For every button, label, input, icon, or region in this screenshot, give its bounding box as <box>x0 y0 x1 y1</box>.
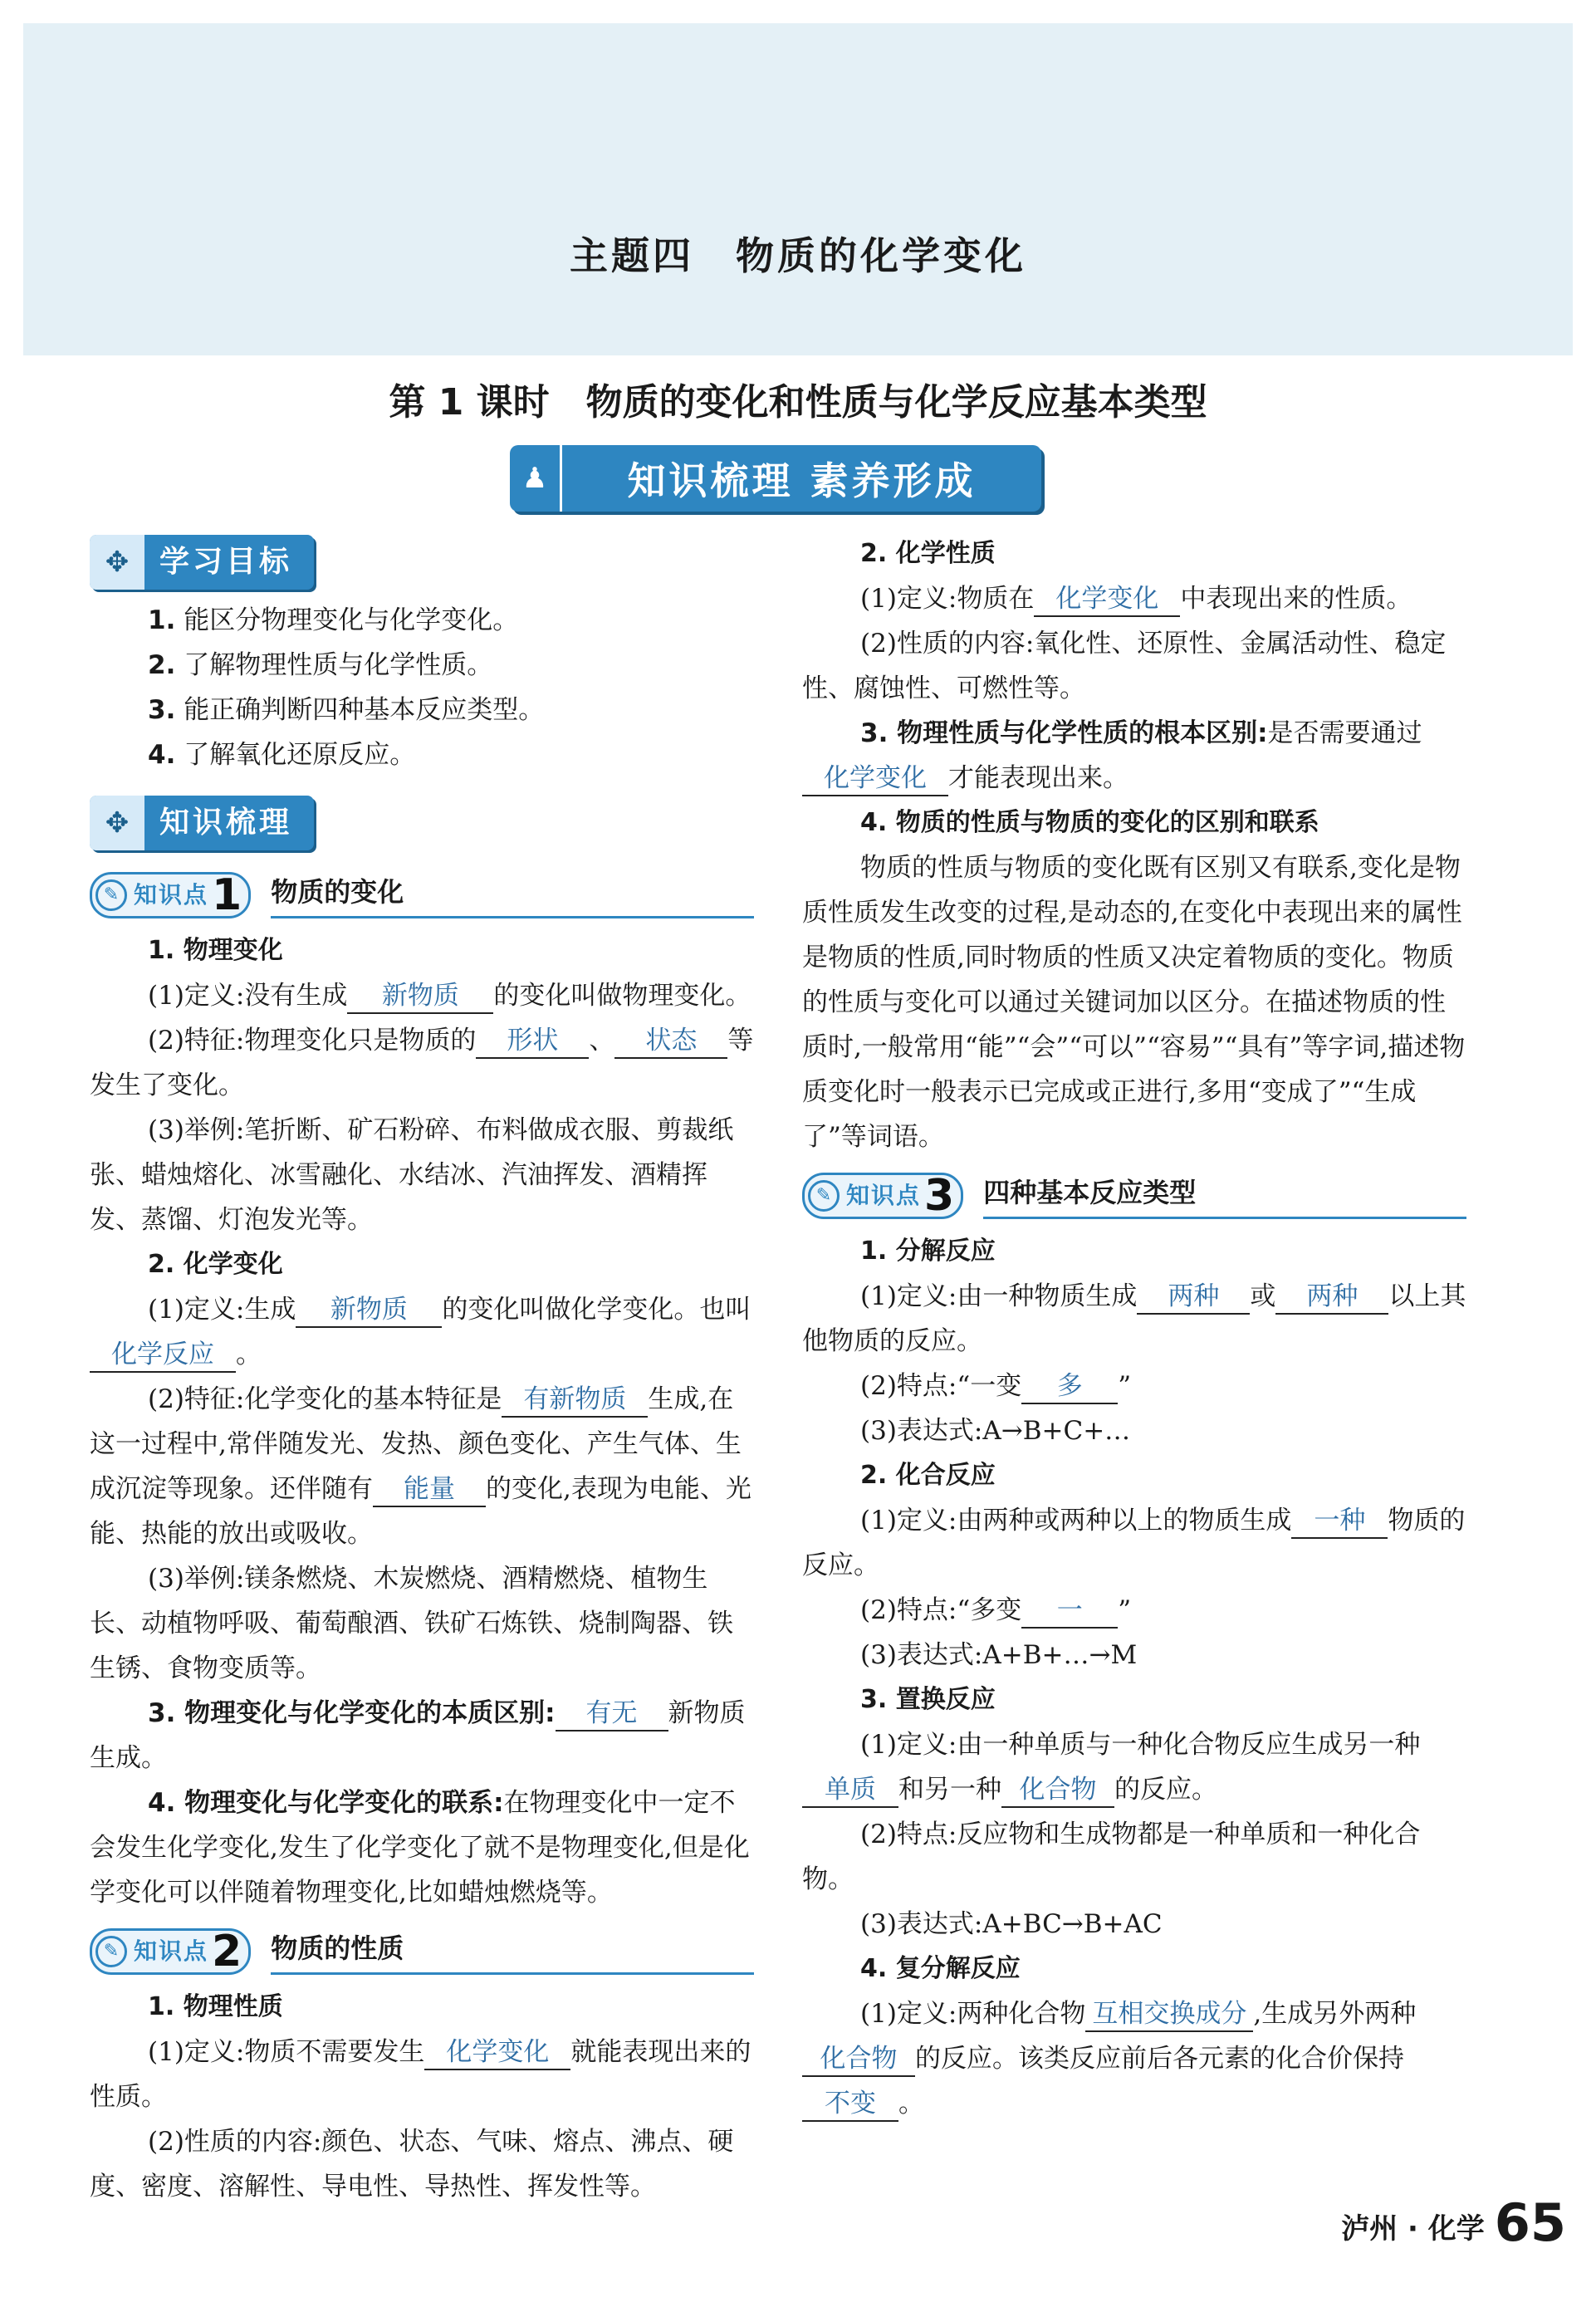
top-banner <box>23 23 1573 355</box>
arrows-icon: ✥ <box>90 535 144 590</box>
paragraph: 3. 物理性质与化学性质的根本区别:是否需要通过化学变化 才能表现出来。 <box>802 711 1466 801</box>
paragraph: (2)特点:“一变 多 ” <box>802 1364 1466 1408</box>
figure-icon: ♟ <box>510 445 562 512</box>
sub-heading: 2. 化学变化 <box>148 1250 283 1279</box>
paragraph: (2)特征:物理变化只是物质的 形状 、 状态 等发生了变化。 <box>90 1026 754 1100</box>
sub-heading: 2. 化合反应 <box>860 1461 996 1490</box>
answer-blank: 能量 <box>373 1472 486 1507</box>
kp-title: 物质的变化 <box>271 869 754 918</box>
answer-blank: 有新物质 <box>502 1383 648 1418</box>
sub-heading: 4. 物质的性质与物质的变化的区别和联系 <box>860 808 1319 837</box>
sub-heading: 3. 置换反应 <box>860 1685 996 1714</box>
paragraph: (2)特点:反应物和生成物都是一种单质和一种化合物。 <box>802 1820 1421 1894</box>
paragraph: (1)定义:由一种单质与一种化合物反应生成另一种单质 和另一种 化合物 的反应。 <box>802 1722 1466 1812</box>
sub-heading: 1. 物理变化 <box>148 936 283 965</box>
answer-blank: 化学变化 <box>1034 582 1180 617</box>
main-title: 主题四 物质的化学变化 <box>570 233 1026 278</box>
paragraph: 物质的性质与物质的变化既有区别又有联系,变化是物质性质发生改变的过程,是动态的,在变化中表现出来的属性是物质的性质,同时物质的性质又决定着物质的变化。物质的性质与变化可以通过关键词加以区分。在描述物质的性质时,一般常用“能”“会”“可以”“容易”“具有”等字词,描述物质变化时一般表示已完成或正进行,多用“变成了”“生成了”等词语。 <box>802 853 1466 1152</box>
paragraph: (3)举例:笔折断、矿石粉碎、布料做成衣服、剪裁纸张、蜡烛熔化、冰雪融化、水结冰、汽油挥发、酒精挥发、蒸馏、灯泡发光等。 <box>90 1115 734 1235</box>
goal-item: 1. 能区分物理变化与化学变化。 <box>148 605 519 635</box>
section-banner-label: 知识梳理 素养形成 <box>627 458 977 503</box>
paragraph: (1)定义:物质不需要发生 化学变化 就能表现出来的性质。 <box>90 2037 751 2112</box>
paragraph: (2)性质的内容:氧化性、还原性、金属活动性、稳定性、腐蚀性、可燃性等。 <box>802 629 1447 703</box>
review-badge <box>90 796 314 850</box>
paragraph: 4. 物理变化与化学变化的联系:在物理变化中一定不会发生化学变化,发生了化学变化了就不是物理变化,但是化学变化可以伴随着物理变化,比如蜡烛燃烧等。 <box>90 1788 750 1908</box>
goal-item: 4. 了解氧化还原反应。 <box>148 740 416 770</box>
paragraph: (3)表达式:A+B+…→M <box>860 1640 1138 1670</box>
answer-blank: 新物质 <box>347 979 493 1014</box>
right-column <box>802 531 1466 2126</box>
paragraph: (2)特征:化学变化的基本特征是 有新物质 生成,在这一过程中,常伴随发光、发热、颜色变化、产生气体、生成沉淀等现象。还伴随有 能量 的变化,表现为电能、光能、热能的放出或吸收。 <box>90 1384 751 1549</box>
goals-title: 学习目标 <box>159 545 293 579</box>
goal-item: 3. 能正确判断四种基本反应类型。 <box>148 695 545 725</box>
kp-tag: ✎ 知识点 2 <box>90 1928 251 1975</box>
page-number: 65 <box>1494 2192 1566 2253</box>
answer-blank: 化合物 <box>802 2042 915 2077</box>
paragraph: (1)定义:由一种物质生成 两种 或 两种 以上其他物质的反应。 <box>802 1281 1466 1356</box>
review-title: 知识梳理 <box>159 806 293 840</box>
paragraph: (1)定义:两种化合物 互相交换成分 ,生成另外两种化合物 的反应。该类反应前后各元素的化合价保持不变 。 <box>802 1991 1466 2126</box>
paragraph: (2)特点:“多变 一 ” <box>802 1588 1466 1633</box>
sub-heading: 1. 物理性质 <box>148 1992 283 2021</box>
answer-blank: 化学变化 <box>424 2035 570 2070</box>
answer-blank: 化学变化 <box>802 762 948 796</box>
kp-title: 四种基本反应类型 <box>983 1170 1466 1219</box>
sub-heading: 4. 复分解反应 <box>860 1954 1021 1983</box>
paragraph: (1)定义:由两种或两种以上的物质生成 一种 物质的反应。 <box>802 1506 1466 1580</box>
answer-blank: 化学反应 <box>90 1338 236 1373</box>
paragraph: (2)性质的内容:颜色、状态、气味、熔点、沸点、硬度、密度、溶解性、导电性、导热性、挥发性等。 <box>90 2127 734 2202</box>
knowledge-point-1 <box>90 865 754 918</box>
knowledge-point-2 <box>90 1922 754 1975</box>
lesson-title: 第 1 课时 物质的变化和性质与化学反应基本类型 <box>389 381 1207 424</box>
answer-blank: 不变 <box>802 2087 898 2122</box>
paragraph: 3. 物理变化与化学变化的本质区别: 有无 新物质生成。 <box>90 1698 746 1773</box>
answer-blank: 一 <box>1021 1594 1118 1629</box>
answer-blank: 状态 <box>614 1024 727 1059</box>
left-column <box>90 531 754 2209</box>
answer-blank: 两种 <box>1137 1280 1250 1315</box>
answer-blank: 两种 <box>1275 1280 1388 1315</box>
answer-blank: 新物质 <box>296 1293 442 1328</box>
arrows-icon: ✥ <box>90 796 144 850</box>
answer-blank: 形状 <box>476 1024 589 1059</box>
pen-icon: ✎ <box>808 1180 840 1212</box>
sub-heading: 2. 化学性质 <box>860 539 996 568</box>
answer-blank: 一种 <box>1291 1504 1388 1539</box>
paragraph: (1)定义:物质在 化学变化 中表现出来的性质。 <box>802 576 1466 621</box>
goal-item: 2. 了解物理性质与化学性质。 <box>148 650 493 680</box>
answer-blank: 化合物 <box>1001 1773 1114 1808</box>
section-banner <box>510 445 1041 512</box>
answer-blank: 有无 <box>556 1697 668 1731</box>
paragraph: (3)举例:镁条燃烧、木炭燃烧、酒精燃烧、植物生长、动植物呼吸、葡萄酿酒、铁矿石炼铁、烧制陶器、铁生锈、食物变质等。 <box>90 1564 733 1683</box>
answer-blank: 互相交换成分 <box>1085 1997 1253 2032</box>
pen-icon: ✎ <box>95 879 127 911</box>
kp-title: 物质的性质 <box>271 1926 754 1975</box>
paragraph: (3)表达式:A→B+C+… <box>860 1416 1131 1446</box>
goals-badge <box>90 535 314 590</box>
pen-icon: ✎ <box>95 1936 127 1967</box>
knowledge-point-3 <box>802 1166 1466 1219</box>
kp-tag: ✎ 知识点 3 <box>802 1173 963 1219</box>
kp-tag: ✎ 知识点 1 <box>90 872 251 918</box>
sub-heading: 1. 分解反应 <box>860 1237 996 1266</box>
answer-blank: 单质 <box>802 1773 898 1808</box>
page-footer <box>1341 2192 1566 2253</box>
paragraph: (3)表达式:A+BC→B+AC <box>860 1909 1163 1939</box>
paragraph: (1)定义:没有生成 新物质 的变化叫做物理变化。 <box>90 973 754 1018</box>
paragraph: (1)定义:生成 新物质 的变化叫做化学变化。也叫化学反应 。 <box>90 1287 754 1377</box>
footer-label: 泸州 · 化学 <box>1341 2212 1485 2246</box>
answer-blank: 多 <box>1021 1369 1118 1404</box>
